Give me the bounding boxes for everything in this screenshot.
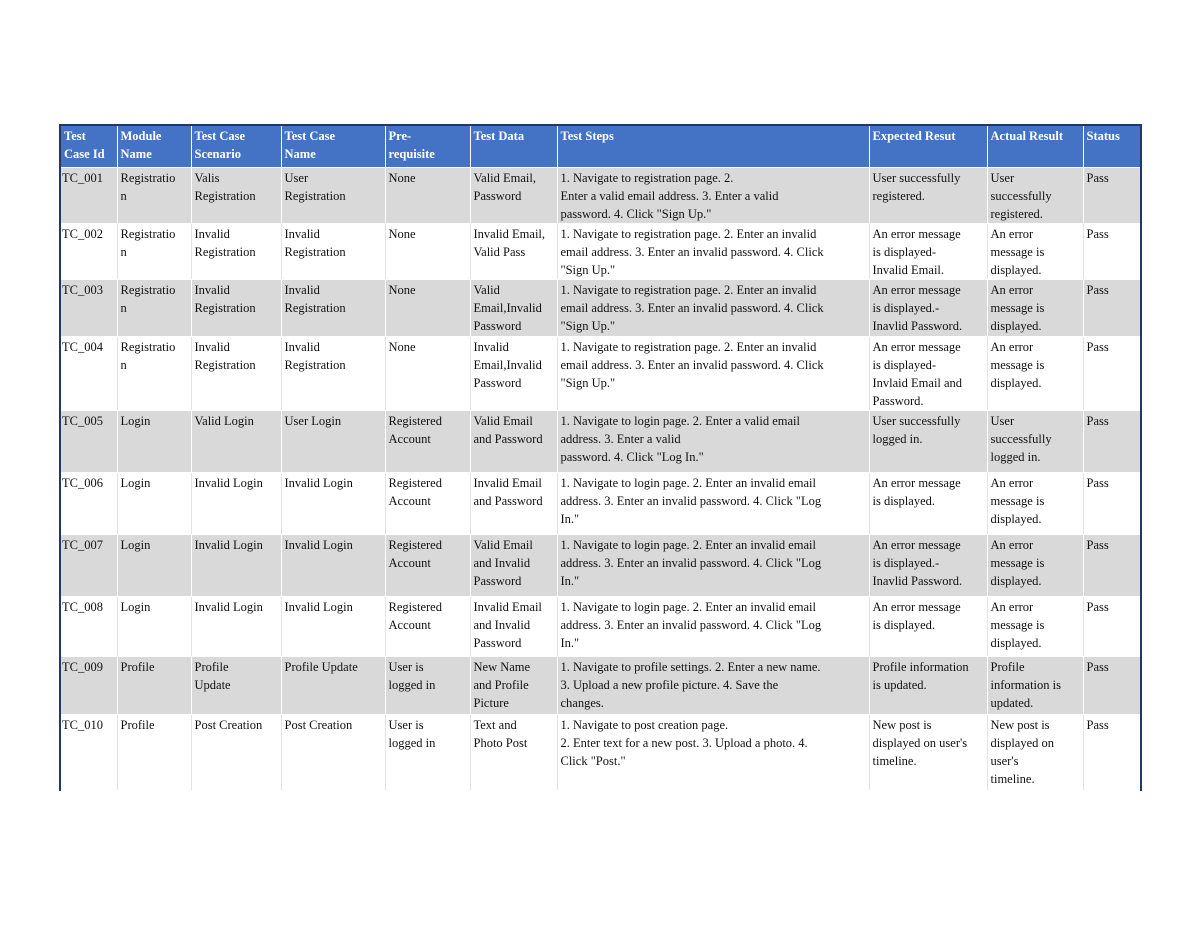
cell-prerequisite: Registered Account (385, 473, 470, 535)
cell-status: Pass (1083, 168, 1141, 224)
cell-test-case-scenario: Valis Registration (191, 168, 281, 224)
cell-prerequisite: User is logged in (385, 657, 470, 715)
table-row (60, 715, 1141, 791)
cell-test-steps: 1. Navigate to login page. 2. Enter a valid email address. 3. Enter a valid password. 4. Click "Log In." (557, 411, 869, 473)
cell-test-steps: 1. Navigate to registration page. 2. Enter an invalid email address. 3. Enter an invalid password. 4. Click "Sign Up." (557, 280, 869, 337)
cell-test-case-scenario: Invalid Registration (191, 224, 281, 280)
cell-test-case-name: Invalid Registration (281, 337, 385, 411)
cell-prerequisite: None (385, 224, 470, 280)
cell-test-data: Text and Photo Post (470, 715, 557, 791)
header-module-name: Module Name (117, 125, 191, 168)
cell-test-case-name: User Login (281, 411, 385, 473)
cell-test-steps: 1. Navigate to post creation page. 2. Enter text for a new post. 3. Upload a photo. 4. Click "Post." (557, 715, 869, 791)
cell-test-data: Invalid Email,Invalid Password (470, 337, 557, 411)
cell-test-case-name: Invalid Login (281, 535, 385, 597)
table-row (60, 168, 1141, 224)
cell-test-steps: 1. Navigate to login page. 2. Enter an invalid email address. 3. Enter an invalid password. 4. Click "Log In." (557, 473, 869, 535)
cell-actual-result: An error message is displayed. (987, 473, 1083, 535)
cell-status: Pass (1083, 715, 1141, 791)
cell-test-case-scenario: Invalid Registration (191, 280, 281, 337)
cell-status: Pass (1083, 657, 1141, 715)
header-prerequisite: Pre- requisite (385, 125, 470, 168)
cell-test-case-name: User Registration (281, 168, 385, 224)
cell-module-name: Login (117, 411, 191, 473)
cell-status: Pass (1083, 473, 1141, 535)
header-status: Status (1083, 125, 1141, 168)
cell-expected-result: User successfully logged in. (869, 411, 987, 473)
cell-expected-result: An error message is displayed.- Inavlid Password. (869, 280, 987, 337)
cell-test-case-id: TC_006 (60, 473, 117, 535)
cell-module-name: Login (117, 473, 191, 535)
cell-prerequisite: Registered Account (385, 411, 470, 473)
cell-test-case-id: TC_010 (60, 715, 117, 791)
cell-test-steps: 1. Navigate to profile settings. 2. Enter a new name. 3. Upload a new profile picture. 4. Save the changes. (557, 657, 869, 715)
cell-test-case-scenario: Valid Login (191, 411, 281, 473)
table-row (60, 597, 1141, 657)
cell-test-data: Valid Email, Password (470, 168, 557, 224)
cell-prerequisite: None (385, 168, 470, 224)
cell-prerequisite: None (385, 337, 470, 411)
cell-actual-result: An error message is displayed. (987, 597, 1083, 657)
header-test-data: Test Data (470, 125, 557, 168)
cell-module-name: Registratio n (117, 337, 191, 411)
cell-expected-result: An error message is displayed- Invalid Email. (869, 224, 987, 280)
cell-expected-result: An error message is displayed.- Inavlid Password. (869, 535, 987, 597)
cell-actual-result: User successfully logged in. (987, 411, 1083, 473)
cell-status: Pass (1083, 597, 1141, 657)
cell-actual-result: User successfully registered. (987, 168, 1083, 224)
cell-module-name: Profile (117, 657, 191, 715)
test-case-table (59, 124, 1142, 791)
cell-actual-result: Profile information is updated. (987, 657, 1083, 715)
cell-test-case-name: Invalid Registration (281, 280, 385, 337)
cell-test-case-id: TC_002 (60, 224, 117, 280)
cell-test-data: Valid Email and Invalid Password (470, 535, 557, 597)
cell-expected-result: An error message is displayed. (869, 473, 987, 535)
cell-test-case-id: TC_007 (60, 535, 117, 597)
cell-test-case-id: TC_008 (60, 597, 117, 657)
cell-test-case-scenario: Post Creation (191, 715, 281, 791)
cell-status: Pass (1083, 411, 1141, 473)
cell-status: Pass (1083, 535, 1141, 597)
cell-test-data: Invalid Email, Valid Pass (470, 224, 557, 280)
cell-test-case-name: Profile Update (281, 657, 385, 715)
cell-module-name: Registratio n (117, 224, 191, 280)
cell-test-case-name: Invalid Registration (281, 224, 385, 280)
cell-test-case-id: TC_004 (60, 337, 117, 411)
cell-test-case-scenario: Invalid Login (191, 535, 281, 597)
cell-test-case-name: Post Creation (281, 715, 385, 791)
cell-prerequisite: Registered Account (385, 535, 470, 597)
header-actual-result: Actual Result (987, 125, 1083, 168)
cell-test-data: Valid Email,Invalid Password (470, 280, 557, 337)
header-test-case-scenario: Test Case Scenario (191, 125, 281, 168)
cell-test-steps: 1. Navigate to registration page. 2. Enter an invalid email address. 3. Enter an invalid password. 4. Click "Sign Up." (557, 224, 869, 280)
table-row (60, 473, 1141, 535)
header-test-case-name: Test Case Name (281, 125, 385, 168)
cell-test-case-scenario: Invalid Login (191, 473, 281, 535)
cell-test-case-name: Invalid Login (281, 597, 385, 657)
cell-actual-result: An error message is displayed. (987, 337, 1083, 411)
cell-expected-result: User successfully registered. (869, 168, 987, 224)
header-expected-result: Expected Resut (869, 125, 987, 168)
cell-test-data: Invalid Email and Invalid Password (470, 597, 557, 657)
cell-status: Pass (1083, 224, 1141, 280)
cell-test-case-id: TC_003 (60, 280, 117, 337)
header-test-steps: Test Steps (557, 125, 869, 168)
cell-actual-result: An error message is displayed. (987, 280, 1083, 337)
cell-module-name: Login (117, 597, 191, 657)
cell-test-case-id: TC_005 (60, 411, 117, 473)
cell-module-name: Registratio n (117, 280, 191, 337)
cell-test-case-id: TC_001 (60, 168, 117, 224)
cell-actual-result: An error message is displayed. (987, 224, 1083, 280)
header-row (60, 125, 1141, 168)
cell-prerequisite: User is logged in (385, 715, 470, 791)
cell-module-name: Profile (117, 715, 191, 791)
cell-prerequisite: None (385, 280, 470, 337)
cell-expected-result: An error message is displayed. (869, 597, 987, 657)
table-row (60, 280, 1141, 337)
cell-test-case-scenario: Invalid Registration (191, 337, 281, 411)
cell-actual-result: An error message is displayed. (987, 535, 1083, 597)
cell-test-case-scenario: Invalid Login (191, 597, 281, 657)
cell-test-case-name: Invalid Login (281, 473, 385, 535)
cell-test-case-id: TC_009 (60, 657, 117, 715)
cell-test-case-scenario: Profile Update (191, 657, 281, 715)
table-row (60, 535, 1141, 597)
cell-test-steps: 1. Navigate to login page. 2. Enter an invalid email address. 3. Enter an invalid password. 4. Click "Log In." (557, 597, 869, 657)
cell-expected-result: An error message is displayed- Invlaid Email and Password. (869, 337, 987, 411)
cell-expected-result: New post is displayed on user's timeline. (869, 715, 987, 791)
cell-test-steps: 1. Navigate to login page. 2. Enter an invalid email address. 3. Enter an invalid password. 4. Click "Log In." (557, 535, 869, 597)
table-row (60, 657, 1141, 715)
cell-test-data: New Name and Profile Picture (470, 657, 557, 715)
cell-prerequisite: Registered Account (385, 597, 470, 657)
cell-expected-result: Profile information is updated. (869, 657, 987, 715)
cell-test-data: Valid Email and Password (470, 411, 557, 473)
cell-status: Pass (1083, 337, 1141, 411)
cell-test-steps: 1. Navigate to registration page. 2. Enter a valid email address. 3. Enter a valid password. 4. Click "Sign Up." (557, 168, 869, 224)
cell-actual-result: New post is displayed on user's timeline. (987, 715, 1083, 791)
cell-status: Pass (1083, 280, 1141, 337)
table-row (60, 337, 1141, 411)
cell-module-name: Registratio n (117, 168, 191, 224)
cell-module-name: Login (117, 535, 191, 597)
table-row (60, 411, 1141, 473)
header-test-case-id: Test Case Id (60, 125, 117, 168)
cell-test-steps: 1. Navigate to registration page. 2. Enter an invalid email address. 3. Enter an invalid password. 4. Click "Sign Up." (557, 337, 869, 411)
cell-test-data: Invalid Email and Password (470, 473, 557, 535)
table-row (60, 224, 1141, 280)
